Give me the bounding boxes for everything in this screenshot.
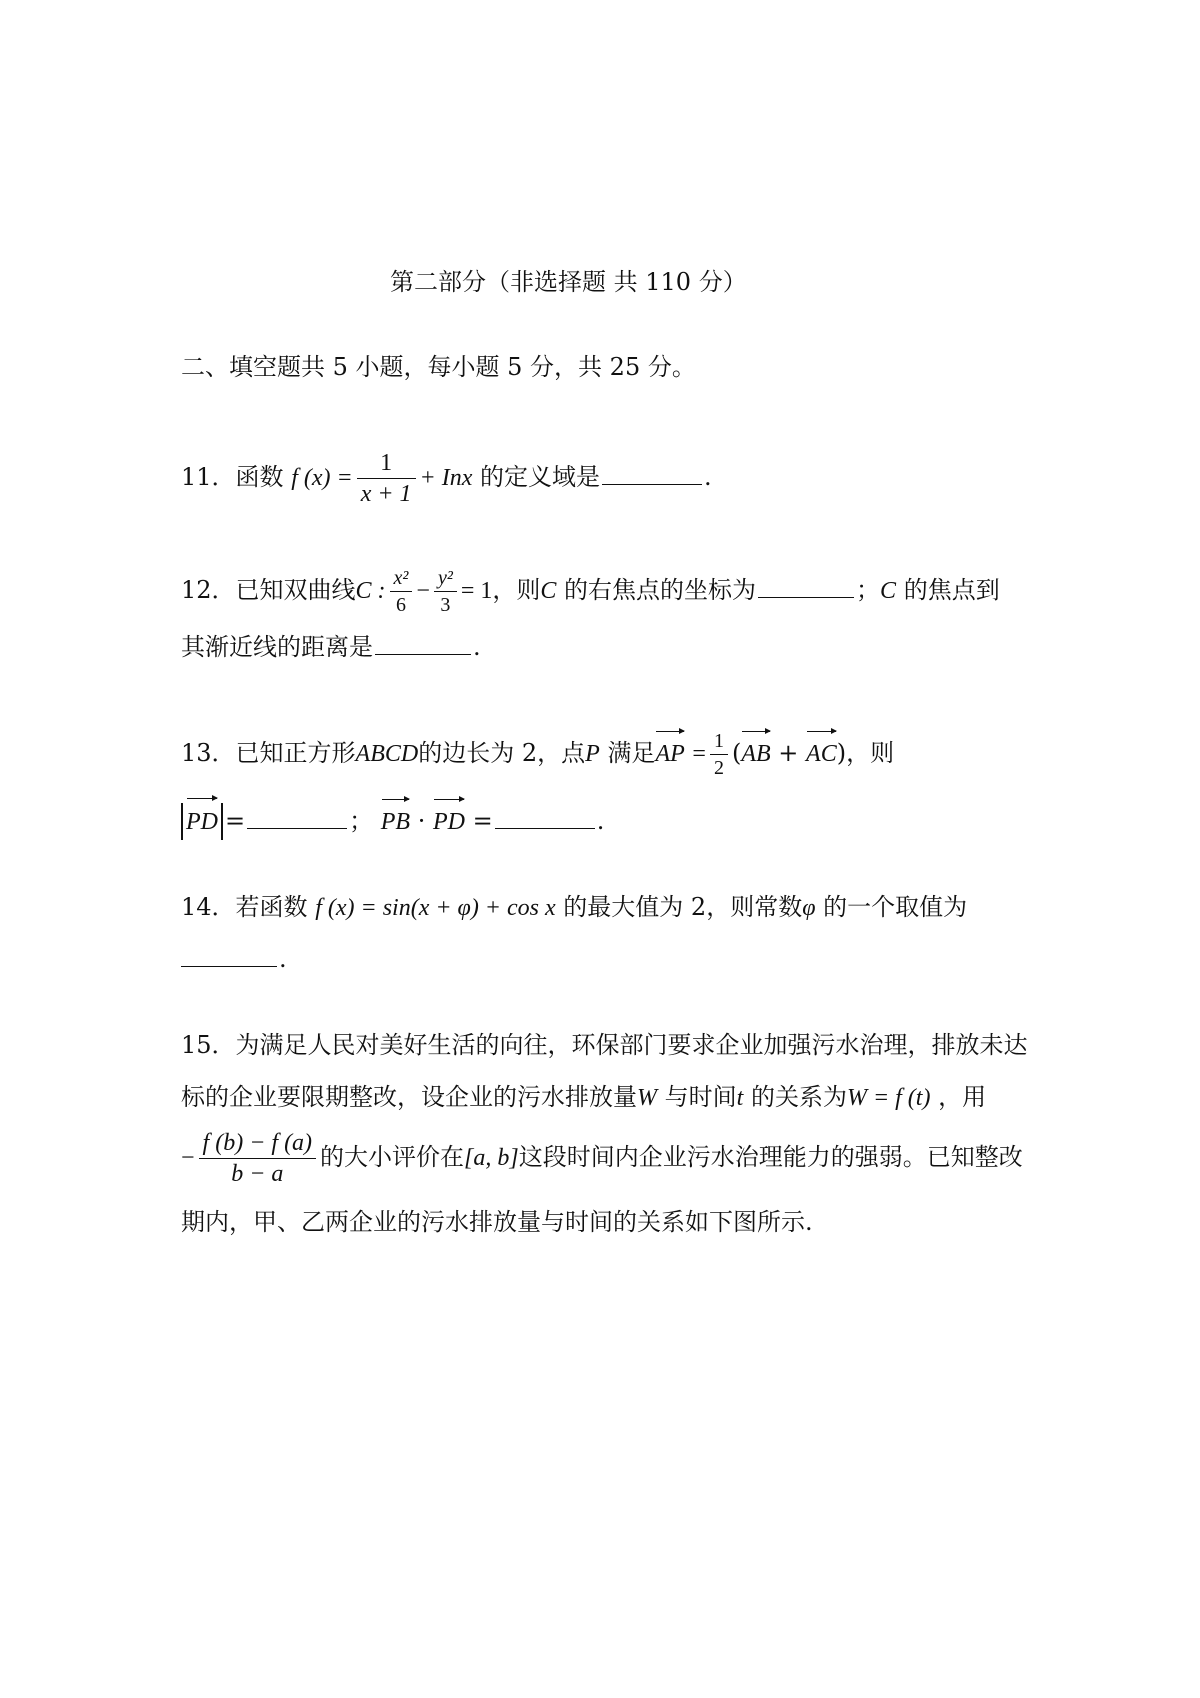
q15-fraction <box>199 1128 317 1189</box>
q12-c3: C <box>880 578 897 604</box>
question-11 <box>181 448 712 509</box>
q13-half-num: 1 <box>710 728 728 755</box>
q12-f2-den: 3 <box>440 594 451 616</box>
q12-eq: = 1 <box>460 578 493 604</box>
q13-end: . <box>596 807 605 835</box>
q15-line2-b: 与时间 <box>664 1083 737 1111</box>
q12-f1-num: x² <box>390 565 413 592</box>
question-15-line4 <box>181 1205 813 1239</box>
q12-mid: ，则 <box>492 576 541 604</box>
heading-text: 第二部分（非选择题 共 110 分） <box>390 268 747 296</box>
q12-f2-num: y² <box>434 565 457 592</box>
q13-pre: 已知正方形 <box>235 739 356 767</box>
q15-line2-d: ，用 <box>938 1083 987 1111</box>
q12-c-label: C : <box>355 578 386 604</box>
q11-frac-num: 1 <box>357 448 416 479</box>
q12-f1-den: 6 <box>395 594 406 616</box>
q13-half-den: 2 <box>713 757 724 779</box>
q12-post: 的焦点到 <box>903 576 1000 604</box>
q11-number: 11． <box>181 463 236 491</box>
q11-frac-den: x + 1 <box>360 481 412 507</box>
q13-half <box>710 728 728 781</box>
q13-dot: · <box>417 807 426 835</box>
part-heading <box>390 265 747 299</box>
answer-blank <box>602 462 702 485</box>
q14-end: . <box>279 945 287 973</box>
q12-fraction-x <box>390 565 413 618</box>
vector-ab: AB <box>741 737 770 771</box>
q15-interval: [a, b] <box>464 1145 519 1171</box>
q12-pre: 已知双曲线 <box>235 576 356 604</box>
q15-line2-c: 的关系为 <box>750 1083 847 1111</box>
abs-pd <box>181 803 223 840</box>
answer-blank <box>181 944 277 967</box>
q13-open: ( <box>731 739 742 767</box>
section-title <box>181 350 696 384</box>
q12-c2: C <box>540 578 557 604</box>
q12-fraction-y <box>434 565 457 618</box>
q11-pre: 函数 <box>235 463 284 491</box>
q15-line3-a: 的大小评价在 <box>320 1143 465 1171</box>
q15-line2-a: 标的企业要限期整改，设企业的污水排放量 <box>181 1083 637 1111</box>
q13-eq: = <box>692 741 706 767</box>
q12-number: 12． <box>181 576 236 604</box>
question-13 <box>181 728 894 781</box>
q13-eq3: = <box>472 807 493 835</box>
q15-line3-b: 这段时间内企业污水治理能力的强弱。已知整改 <box>518 1143 1023 1171</box>
question-12-line2 <box>181 630 481 664</box>
question-15-line2 <box>181 1080 986 1115</box>
question-13-line2 <box>181 803 604 840</box>
q15-line4: 期内，甲、乙两企业的污水排放量与时间的关系如下图所示. <box>181 1208 813 1236</box>
q15-line1: 为满足人民对美好生活的向往，环保部门要求企业加强污水治理，排放未达 <box>235 1031 1028 1059</box>
question-15-line3 <box>181 1128 1023 1189</box>
q13-post: ，则 <box>846 739 895 767</box>
q14-pre: 若函数 <box>235 893 308 921</box>
q11-rest: + Inx <box>419 465 473 491</box>
q13-eq2: = <box>225 807 246 835</box>
q15-frac-num: f (b) − f (a) <box>199 1128 317 1159</box>
question-14 <box>181 890 967 925</box>
vector-ap: AP <box>655 737 684 771</box>
vector-pb: PB <box>381 805 410 839</box>
q15-t: t <box>736 1085 744 1111</box>
q12-end: . <box>473 633 481 661</box>
q14-post: 的一个取值为 <box>823 893 968 921</box>
q15-frac-den: b − a <box>231 1161 284 1187</box>
q14-expr: f (x) = sin(x + φ) + cos x <box>315 895 556 921</box>
q12-line2: 其渐近线的距离是 <box>181 633 373 661</box>
question-12 <box>181 565 1000 618</box>
vector-pd: PD <box>186 804 218 840</box>
answer-blank <box>375 632 471 655</box>
q12-mid2: 的右焦点的坐标为 <box>564 576 757 604</box>
q13-abcd: ABCD <box>355 741 419 767</box>
q12-semi: ； <box>856 576 881 604</box>
q11-end: . <box>704 463 712 491</box>
q13-semi: ； <box>349 807 374 835</box>
q11-fraction <box>357 448 416 509</box>
q14-number: 14． <box>181 893 236 921</box>
vector-ac: AC <box>806 737 837 771</box>
q13-close: ) <box>836 739 847 767</box>
q11-lhs: f (x) = <box>291 465 353 491</box>
q15-w: W <box>637 1085 657 1111</box>
question-14-line2 <box>181 942 287 976</box>
vector-pd-2: PD <box>433 805 465 839</box>
section-text: 二、填空题共 5 小题，每小题 5 分，共 25 分。 <box>181 353 696 381</box>
answer-blank <box>495 806 595 829</box>
q15-neg: − <box>181 1145 195 1171</box>
question-15 <box>181 1028 1028 1062</box>
q13-plus: + <box>778 739 799 767</box>
q14-phi: φ <box>802 895 816 921</box>
q13-number: 13． <box>181 739 236 767</box>
q12-minus: − <box>416 578 430 604</box>
q13-mid2: 满足 <box>607 739 656 767</box>
q14-mid: 的最大值为 2，则常数 <box>563 893 803 921</box>
answer-blank <box>758 575 854 598</box>
q13-mid: 的边长为 2，点 <box>418 739 586 767</box>
q13-p: P <box>585 741 600 767</box>
answer-blank <box>247 806 347 829</box>
q15-number: 15． <box>181 1031 236 1059</box>
q11-post: 的定义域是 <box>480 463 601 491</box>
q15-wf: W = f (t) <box>846 1085 931 1111</box>
